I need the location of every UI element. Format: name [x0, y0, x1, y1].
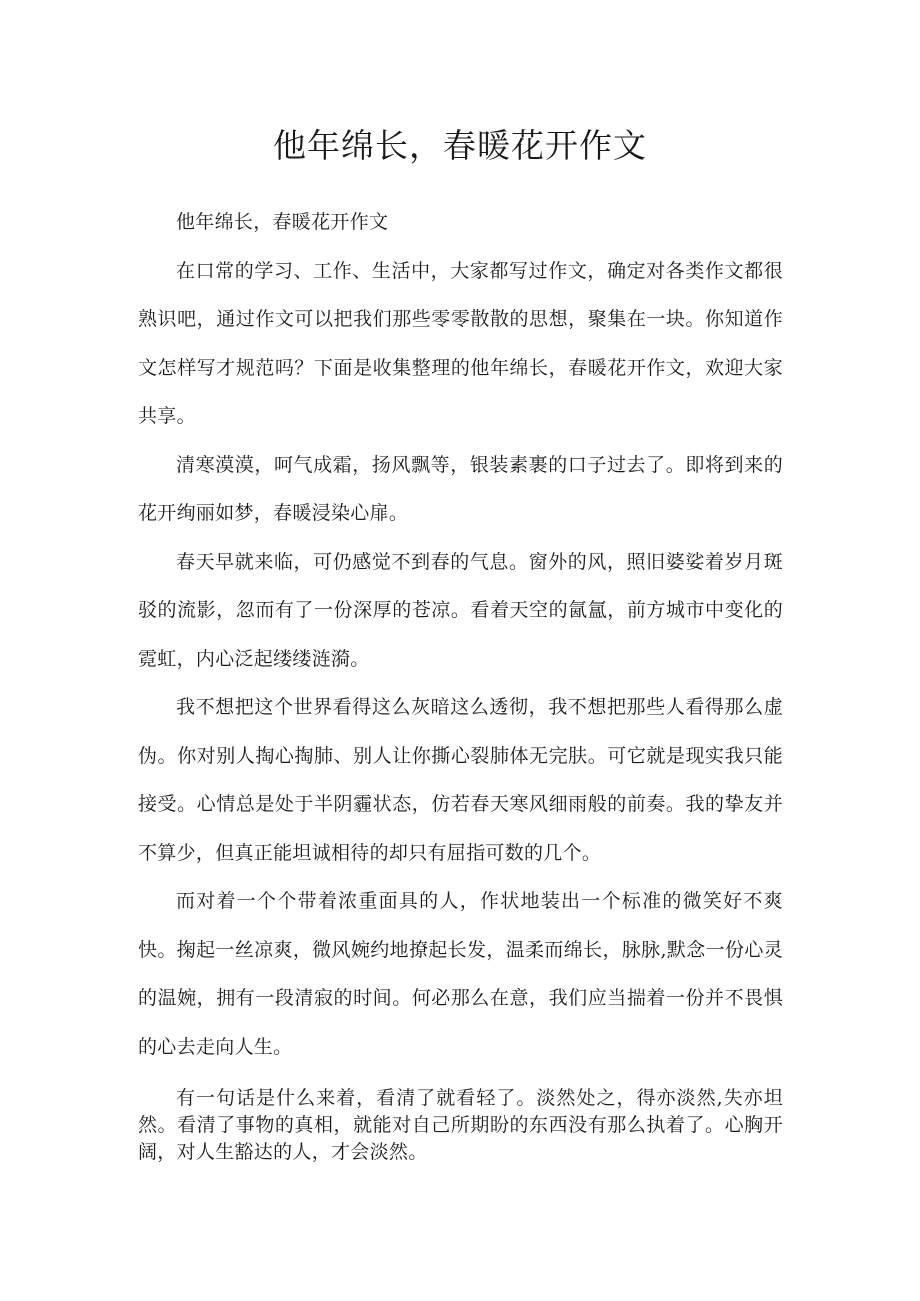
paragraph-subtitle: 他年绵长，春暖花开作文 [176, 211, 389, 233]
paragraph: 春天早就来临，可仍感觉不到春的气息。窗外的风，照旧婆娑着岁月斑驳的流影，忽而有了一份深厚的苍凉。看着天空的氤氲，前方城市中变化的霓虹，内心泛起缕缕涟漪。 [138, 550, 783, 670]
document-title: 他年绵长，春暖花开作文 [273, 126, 647, 165]
paragraph-intro: 在口常的学习、工作、生活中，大家都写过作文，确定对各类作文都很熟识吧，通过作文可以把我们那些零零散散的思想，聚集在一块。你知道作文怎样写才规范吗？下面是收集整理的他年绵长，春暖花开作文，欢迎大家共享。 [138, 259, 783, 427]
document-body [138, 198, 783, 1166]
paragraph: 清寒漠漠，呵气成霜，扬风飘等，银装素裹的口子过去了。即将到来的花开绚丽如梦，春暖浸染心扉。 [138, 453, 783, 524]
paragraph: 我不想把这个世界看得这么灰暗这么透彻，我不想把那些人看得那么虚伪。你对别人掏心掏肺、别人让你撕心裂肺体无完肤。可它就是现实我只能接受。心情总是处于半阴霾状态，仿若春天寒风细雨般的前奏。我的挚友并不算少，但真正能坦诚相待的却只有屈指可数的几个。 [138, 696, 783, 864]
paragraph: 有一句话是什么来着，看清了就看轻了。淡然处之，得亦淡然,失亦坦然。看清了事物的真相，就能对自己所期盼的东西没有那么执着了。心胸开阔，对人生豁达的人，才会淡然。 [138, 1087, 783, 1163]
paragraph: 而对着一个个带着浓重面具的人，作状地装出一个标准的微笑好不爽快。掬起一丝凉爽，微风婉约地撩起长发，温柔而绵长，脉脉,默念一份心灵的温婉，拥有一段清寂的时间。何必那么在意，我们应当揣着一份并不畏惧的心去走向人生。 [138, 890, 783, 1058]
